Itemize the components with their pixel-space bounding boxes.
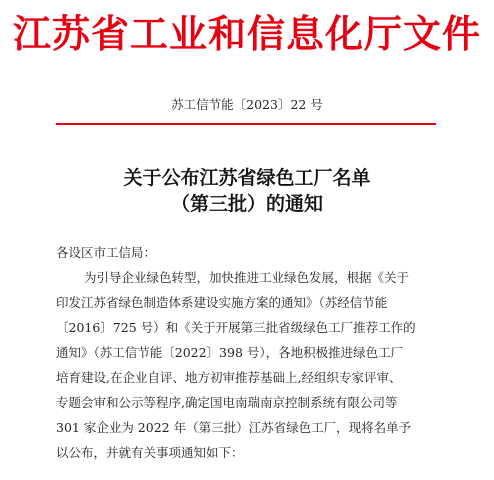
body-text-line: 专题会审和公示等程序,确定国电南瑞南京控制系统有限公司等 bbox=[56, 395, 398, 410]
body-text-line: 〔2016〕725 号）和《关于开展第三批省级绿色工厂推荐工作的 bbox=[56, 320, 416, 335]
red-divider-line bbox=[56, 123, 436, 125]
addressee: 各设区市工信局： bbox=[56, 245, 157, 260]
body-text-line: 为引导企业绿色转型，加快推进工业绿色发展，根据《关于 bbox=[84, 270, 410, 285]
body-text-line: 培育建设,在企业自评、地方初审推荐基础上,经组织专家评审、 bbox=[56, 370, 402, 385]
document-title-line-2: （第三批）的通知 bbox=[170, 193, 323, 215]
body-text-line: 通知》（苏工信节能〔2022〕398 号），各地积极推进绿色工厂 bbox=[56, 345, 404, 360]
body-text-line: 301 家企业为 2022 年（第三批）江苏省绿色工厂，现将名单予 bbox=[56, 420, 412, 435]
body-text-line: 以公布，并就有关事项通知如下： bbox=[56, 445, 244, 460]
body-text-line: 印发江苏省绿色制造体系建设实施方案的通知》（苏经信节能 bbox=[56, 295, 388, 310]
document-title-line-1: 关于公布江苏省绿色工厂名单 bbox=[123, 167, 371, 189]
document-number: 苏工信节能〔2023〕22 号 bbox=[171, 97, 323, 112]
issuing-authority-header: 江苏省工业和信息化厅文件 bbox=[12, 11, 481, 56]
